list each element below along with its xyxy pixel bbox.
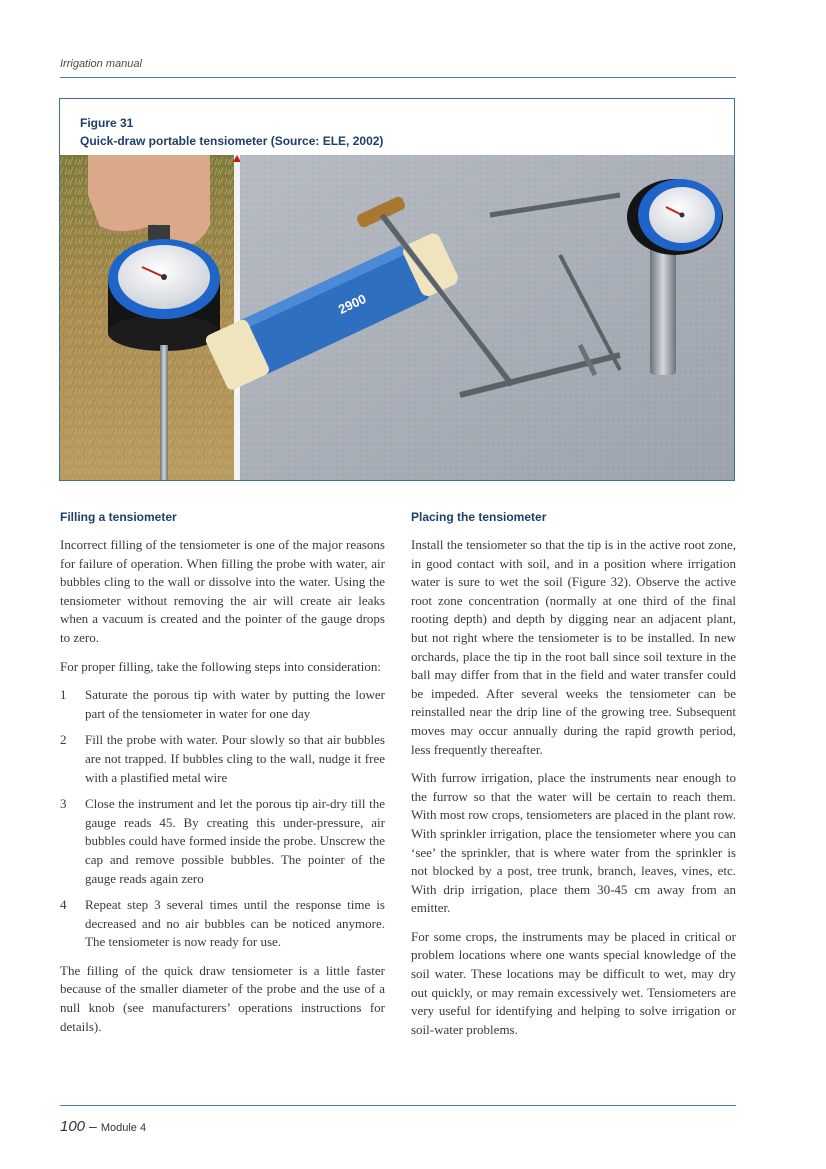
left-column [60, 510, 385, 1046]
figure-number: Figure 31 [80, 116, 134, 130]
step-text: Close the instrument and let the porous tip air-dry till the gauge reads 45. By creating this under-pressure, air bubbles could have formed inside the probe. Unscrew the cap and remove possible bubbles. The pointer of the gauge reads again zero [85, 796, 385, 886]
list-item [60, 686, 385, 723]
device-label: 2900 [335, 291, 369, 317]
section-heading-filling: Filling a tensiometer [60, 510, 177, 524]
running-title: Irrigation manual [60, 58, 142, 70]
step-number: 3 [60, 796, 67, 812]
tensiometer-photo [60, 155, 734, 480]
page-number: 100 [60, 1118, 86, 1135]
paragraph: The filling of the quick draw tensiometer is a little faster because of the smaller diameter of the probe and the use of a null knob (see manufacturers’ operations instructions for details). [60, 962, 385, 1034]
step-number: 2 [60, 732, 67, 748]
footer-rule [60, 1105, 736, 1106]
footer-separator: – [89, 1118, 97, 1134]
paragraph: With furrow irrigation, place the instruments near enough to the furrow so that the water will be certain to reach them. With most row crops, tensiometers are placed in the plant row. With sprinkler irrigation, place the tensiometer where you can ‘see’ the sprinkler, that is where water from the sprinkler is not blocked by a post, tree trunk, branch, leaves, vines, etc. With drip irrigation, place them 30-45 cm away from an emitter. [411, 770, 736, 916]
paragraph: Install the tensiometer so that the tip is in the active root zone, in good contact with soil, and in a position where irrigation water is sure to wet the soil (Figure 32). Observe the active root zone concentration (normally at one third of the final rooting depth) and depth by digging near an adjacent plant, but not right where the tensiometer is to be installed. In new orchards, place the tip in the root ball since soil texture in the ball may differ from that in the field and water transfer could be impeded. After several weeks the tensiometer can be reinstalled near the drip line of the growing tree. Subsequent moves may occur annually during the rapid growth period, less frequently thereafter. [411, 537, 736, 757]
studio-photo [204, 155, 734, 480]
step-number: 1 [60, 687, 67, 703]
header-rule [60, 77, 736, 78]
steps-list [60, 686, 385, 952]
figure-box [59, 98, 735, 481]
paragraph: Incorrect filling of the tensiometer is one of the major reasons for failure of operation. When filling the probe with water, air bubbles cling to the wall or dissolve into the water. Using the tensiometer without removing the air will create air leaks when a vacuum is created and the pointer of the gauge drops to zero. [60, 537, 385, 645]
field-photo [60, 155, 241, 480]
list-item [60, 795, 385, 888]
list-item [60, 731, 385, 787]
figure-caption: Quick-draw portable tensiometer (Source: ELE, 2002) [80, 134, 384, 148]
paragraph: For proper filling, take the following steps into consideration: [60, 658, 381, 674]
step-text: Saturate the porous tip with water by putting the lower part of the tensiometer in water for one day [85, 687, 385, 721]
step-number: 4 [60, 897, 67, 913]
right-column [411, 510, 736, 1049]
module-label: Module 4 [100, 1122, 147, 1134]
page-footer [60, 1118, 146, 1135]
step-text: Fill the probe with water. Pour slowly so that air bubbles are not trapped. If bubbles cling to the wall, nudge it free with a plastified metal wire [85, 732, 385, 785]
list-item [60, 896, 385, 952]
paragraph: For some crops, the instruments may be placed in critical or problem locations where one wants special knowledge of the soil water. These locations may be difficult to wet, may dry out quickly, or may remain excessively wet. Tensiometers are very useful for identifying and helping to solve irrigation or soil-water problems. [411, 928, 736, 1037]
step-text: Repeat step 3 several times until the response time is decreased and no air bubbles can be noticed anymore. The tensiometer is now ready for use. [85, 897, 385, 950]
section-heading-placing: Placing the tensiometer [411, 510, 547, 524]
